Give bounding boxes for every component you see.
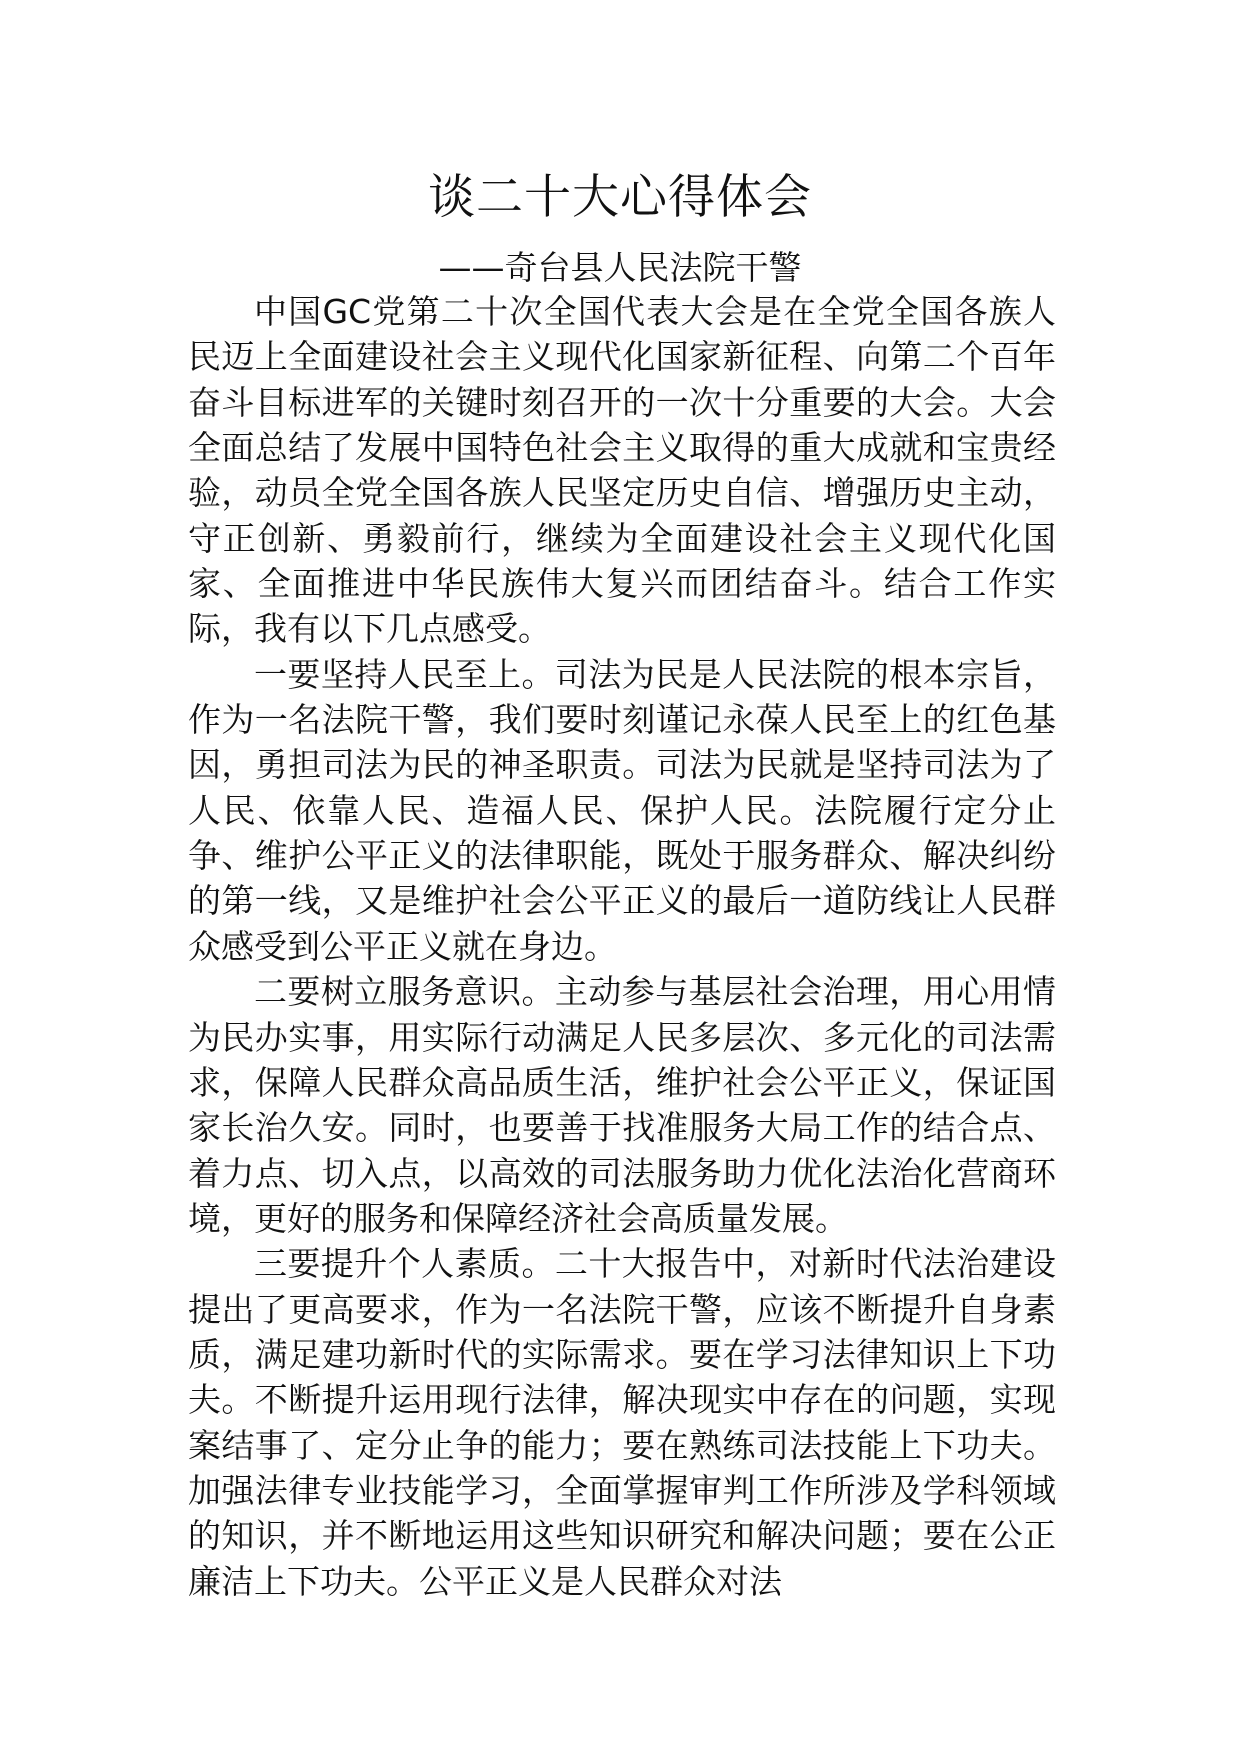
paragraph-point-one: 一要坚持人民至上。司法为民是人民法院的根本宗旨，作为一名法院干警，我们要时刻谨记永葆人民至上的红色基因，勇担司法为民的神圣职责。司法为民就是坚持司法为了人民、依靠人民、造福人民、保护人民。法院履行定分止争、维护公平正义的法律职能，既处于服务群众、解决纠纷的第一线，又是维护社会公平正义的最后一道防线让人民群众感受到公平正义就在身边。 [188,654,1056,966]
document-title: 谈二十大心得体会 [428,170,812,225]
document-body [188,289,1056,1604]
paragraph-intro: 中国GC党第二十次全国代表大会是在全党全国各族人民迈上全面建设社会主义现代化国家新征程、向第二个百年奋斗目标进军的关键时刻召开的一次十分重要的大会。大会全面总结了发展中国特色社会主义取得的重大成就和宝贵经验，动员全党全国各族人民坚定历史自信、增强历史主动，守正创新、勇毅前行，继续为全面建设社会主义现代化国家、全面推进中华民族伟大复兴而团结奋斗。结合工作实际，我有以下几点感受。 [188,292,1056,649]
paragraph-point-two: 二要树立服务意识。主动参与基层社会治理，用心用情为民办实事，用实际行动满足人民多层次、多元化的司法需求，保障人民群众高品质生活，维护社会公平正义，保证国家长治久安。同时，也要善于找准服务大局工作的结合点、着力点、切入点，以高效的司法服务助力优化法治化营商环境，更好的服务和保障经济社会高质量发展。 [188,972,1056,1238]
paragraph-point-three: 三要提升个人素质。二十大报告中，对新时代法治建设提出了更高要求，作为一名法院干警，应该不断提升自身素质，满足建功新时代的实际需求。要在学习法律知识上下功夫。不断提升运用现行法律，解决现实中存在的问题，实现案结事了、定分止争的能力；要在熟练司法技能上下功夫。加强法律专业技能学习，全面掌握审判工作所涉及学科领域的知识，并不断地运用这些知识研究和解决问题；要在公正廉洁上下功夫。公平正义是人民群众对法 [188,1244,1056,1601]
document-subtitle: ——奇台县人民法院干警 [438,248,802,287]
